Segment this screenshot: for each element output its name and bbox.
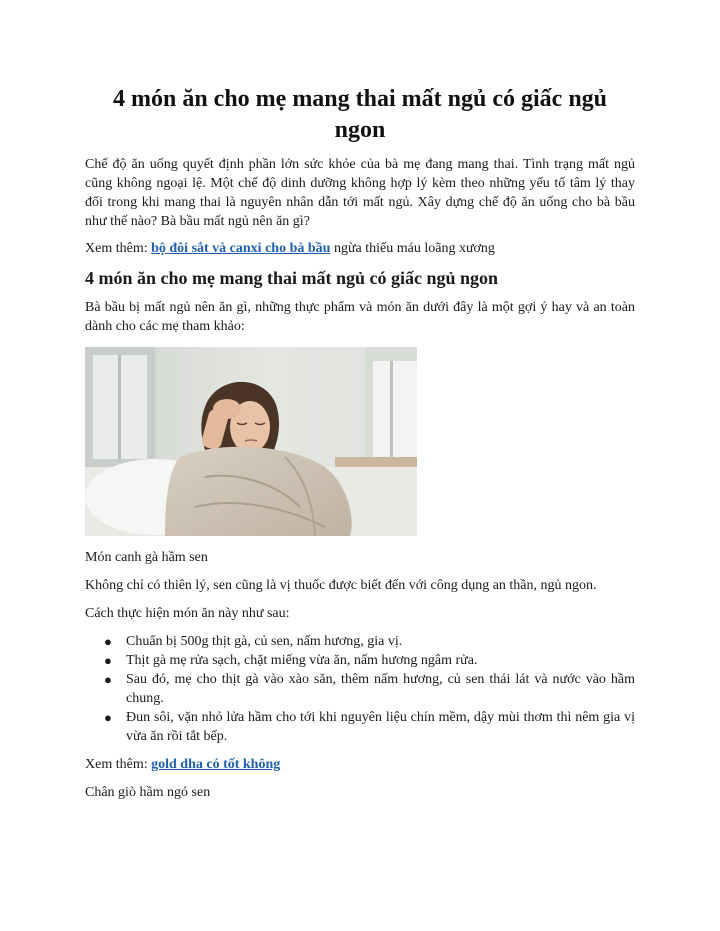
- bullet-icon: ●: [104, 672, 112, 687]
- sleepless-woman-photo: [85, 347, 417, 536]
- bullet-icon: ●: [104, 653, 112, 668]
- intro-paragraph: Chế độ ăn uống quyết định phần lớn sức khỏe của bà mẹ đang mang thai. Tình trạng mất ngủ cũng không ngoại lệ. Một chế độ dinh dưỡng không hợp lý kèm theo những yếu tố tâm lý thay đổi trong khi mang thai là nguyên nhân dẫn tới mất ngủ. Xây dựng chế độ ăn uống cho bà bầu như thế nào? Bà bầu mất ngủ nên ăn gì?: [85, 157, 635, 229]
- list-item: [104, 708, 635, 746]
- see-also-suffix: ngừa thiếu máu loãng xương: [330, 241, 495, 256]
- section-heading: 4 món ăn cho mẹ mang thai mất ngủ có giấc ngủ ngon: [85, 268, 499, 288]
- dish-1-description: Không chỉ có thiên lý, sen cũng là vị thuốc được biết đến với công dụng an thần, ngủ ngon.: [85, 578, 597, 593]
- article-photo: [85, 347, 417, 536]
- dish-2-title: Chân giò hầm ngó sen: [85, 785, 211, 800]
- step-text: Sau đó, mẹ cho thịt gà vào xào săn, thêm nấm hương, củ sen thái lát và nước vào hầm chung.: [126, 672, 635, 706]
- step-text: Đun sôi, vặn nhỏ lửa hầm cho tới khi nguyên liệu chín mềm, dậy mùi thơm thì nêm gia vị vừa ăn rồi tắt bếp.: [126, 710, 635, 744]
- section-intro-paragraph: Bà bầu bị mất ngủ nên ăn gì, những thực phẩm và món ăn dưới đây là một gợi ý hay và an toàn dành cho các mẹ tham khảo:: [85, 300, 635, 334]
- dish-1-title: Món canh gà hầm sen: [85, 550, 208, 565]
- method-intro: Cách thực hiện món ăn này như sau:: [85, 606, 290, 621]
- bullet-icon: ●: [104, 710, 112, 725]
- see-also-link-gold-dha[interactable]: gold dha có tốt không: [151, 757, 281, 772]
- list-item: [104, 651, 635, 670]
- see-also-prefix: Xem thêm:: [85, 241, 152, 256]
- bullet-icon: ●: [104, 634, 112, 649]
- list-item: [104, 632, 635, 651]
- steps-list: [85, 632, 635, 746]
- see-also-prefix: Xem thêm:: [85, 757, 152, 772]
- article-title: 4 món ăn cho mẹ mang thai mất ngủ có giấc ngủ ngon: [112, 86, 608, 143]
- list-item: [104, 670, 635, 708]
- step-text: Chuẩn bị 500g thịt gà, củ sen, nấm hương, gia vị.: [126, 634, 403, 649]
- document-page: [85, 84, 635, 802]
- see-also-link-iron-calcium[interactable]: bộ đôi sắt và canxi cho bà bầu: [151, 241, 331, 256]
- see-also-paragraph-1: [85, 239, 635, 258]
- see-also-paragraph-2: [85, 755, 635, 774]
- step-text: Thịt gà mẹ rửa sạch, chặt miếng vừa ăn, nấm hương ngâm rửa.: [126, 653, 478, 668]
